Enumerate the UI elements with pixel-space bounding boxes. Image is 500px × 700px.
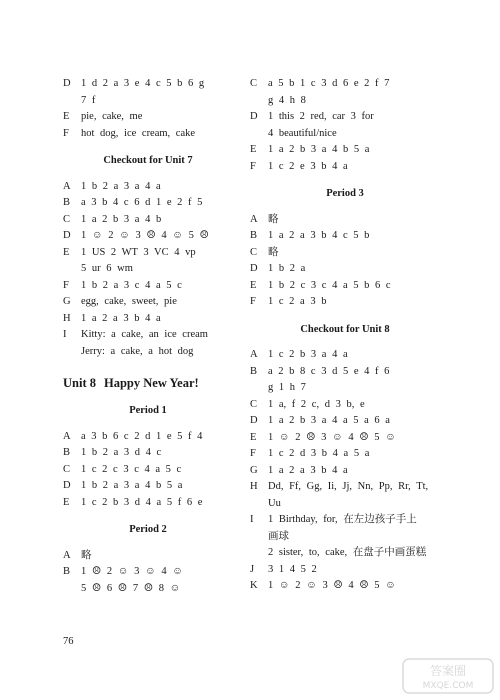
section-heading: Checkout for Unit 7 (103, 155, 193, 166)
answer-row (63, 212, 233, 229)
answer-text: 1 c 2 e 3 b 4 a (268, 160, 348, 172)
question-letter: E (250, 144, 257, 155)
answer-continuation (63, 344, 233, 361)
answer-text: pie, cake, me (81, 111, 143, 122)
question-letter: E (250, 431, 257, 443)
answer-row (63, 126, 233, 143)
question-letter: F (250, 448, 256, 459)
answer-text: 1 d 2 a 3 e 4 c 5 b 6 g (81, 78, 205, 89)
answer-row (63, 278, 233, 295)
answer-text: 1 this 2 red, car 3 for (268, 111, 374, 122)
answer-row (250, 261, 440, 278)
answer-continuation (250, 380, 440, 397)
answer-continuation (250, 93, 440, 110)
answer-row (250, 463, 440, 480)
answer-text: 1 ☹ 2 ☺ 3 ☺ 4 ☺ (81, 566, 183, 577)
answer-row (63, 429, 233, 446)
question-letter: F (63, 279, 69, 291)
answer-row (63, 327, 233, 344)
answer-continuation (250, 545, 440, 562)
answer-text: 1 b 2 a 3 c 4 a 5 c (81, 279, 182, 291)
answer-text: 4 beautiful/nice (268, 127, 337, 139)
question-letter: E (250, 279, 257, 291)
answer-text: 1 b 2 c 3 c 4 a 5 b 6 c (268, 279, 391, 291)
answer-row (63, 179, 233, 196)
question-letter: E (63, 246, 70, 258)
answer-row (250, 245, 440, 262)
answer-text: 5 ur 6 wm (81, 263, 133, 274)
answer-row (250, 446, 440, 463)
answer-text: 3 1 4 5 2 (268, 563, 317, 575)
answer-row (250, 562, 440, 579)
question-letter: H (63, 312, 71, 324)
question-letter: D (63, 480, 71, 491)
answer-continuation (250, 126, 440, 143)
answer-text: 2 sister, to, cake, 在盘子中画蛋糕 (268, 547, 427, 558)
answer-row (63, 495, 233, 512)
answer-text: a 2 b 8 c 3 d 5 e 4 f 6 (268, 365, 390, 377)
answer-text: 略 (81, 549, 92, 561)
question-letter: C (63, 463, 71, 475)
answer-row (250, 212, 440, 229)
question-letter: E (63, 111, 70, 122)
answer-text: egg, cake, sweet, pie (81, 296, 177, 307)
answer-text: 1 a 2 b 3 a 4 b 5 a (268, 144, 370, 155)
svg-text:答案圈: 答案圈 (429, 664, 467, 678)
question-letter: D (63, 78, 71, 89)
svg-text:MXQE.COM: MXQE.COM (422, 681, 474, 691)
question-letter: G (250, 464, 258, 476)
answer-row (250, 109, 440, 126)
answer-continuation (63, 93, 233, 110)
answer-text: 1 c 2 b 3 a 4 a (268, 349, 348, 360)
question-letter: C (250, 78, 258, 89)
answer-continuation (250, 529, 440, 546)
question-letter: J (250, 563, 255, 575)
answer-text: 1 c 2 c 3 c 4 a 5 c (81, 463, 182, 475)
answer-continuation (63, 261, 233, 278)
answer-text: a 5 b 1 c 3 d 6 e 2 f 7 (268, 78, 390, 89)
watermark-logo (402, 658, 494, 694)
question-letter: B (63, 566, 71, 577)
answer-row (63, 445, 233, 462)
answer-text: g 4 h 8 (268, 94, 306, 106)
answer-continuation (63, 581, 233, 598)
question-letter: H (250, 481, 258, 492)
answer-text: a 3 b 4 c 6 d 1 e 2 f 5 (81, 197, 203, 208)
question-letter: D (250, 263, 258, 274)
answer-text: Kitty: a cake, an ice cream (81, 329, 208, 340)
answer-text: 1 a 2 a 3 b 4 a (81, 312, 161, 324)
answer-row (250, 159, 440, 176)
answer-text: 1 ☺ 2 ☺ 3 ☹ 4 ☹ 5 ☺ (268, 580, 396, 591)
answer-row (250, 578, 440, 595)
answer-text: Jerry: a cake, a hot dog (81, 345, 194, 357)
answer-row (250, 347, 440, 364)
answer-row (250, 512, 440, 529)
answer-text: 画球 (268, 530, 289, 542)
question-letter: D (63, 230, 71, 241)
answer-row (63, 228, 233, 245)
question-letter: B (63, 197, 71, 208)
answer-row (63, 109, 233, 126)
unit-title (63, 374, 233, 392)
unit-label: Unit 8 (63, 376, 96, 390)
answer-row (250, 397, 440, 414)
question-letter: C (63, 213, 71, 225)
answer-row (63, 311, 233, 328)
answer-text: 1 b 2 a 3 a 4 a (81, 180, 161, 192)
answer-text: 1 a 2 a 3 b 4 a (268, 464, 348, 476)
section-heading: Period 2 (129, 524, 167, 535)
question-letter: A (250, 213, 258, 225)
question-letter: D (250, 111, 258, 122)
section-heading: Period 1 (129, 405, 167, 416)
question-letter: I (63, 329, 67, 340)
answer-row (63, 462, 233, 479)
page-number: 76 (63, 636, 74, 647)
answer-row (63, 245, 233, 262)
answer-row (63, 195, 233, 212)
answer-text: Dd, Ff, Gg, Ii, Jj, Nn, Pp, Rr, Tt, (268, 481, 429, 492)
question-letter: I (250, 514, 254, 525)
answer-row (250, 142, 440, 159)
question-letter: B (250, 365, 258, 377)
section-heading: Period 3 (326, 188, 364, 199)
answer-text: 1 a 2 a 3 b 4 c 5 b (268, 230, 370, 241)
answer-row (63, 548, 233, 565)
question-letter: F (250, 160, 256, 172)
question-letter: C (250, 398, 258, 410)
answer-row (250, 76, 440, 93)
answer-text: g 1 h 7 (268, 382, 306, 393)
answer-text: 1 a, f 2 c, d 3 b, e (268, 398, 365, 410)
question-letter: A (63, 430, 71, 442)
answer-text: 1 ☺ 2 ☹ 3 ☺ 4 ☹ 5 ☺ (268, 431, 396, 443)
answer-text: 1 a 2 b 3 a 4 a 5 a 6 a (268, 415, 390, 426)
unit-name: Happy New Year! (104, 376, 199, 390)
answer-text: 1 Birthday, for, 在左边孩子手上 (268, 514, 417, 525)
answer-text: hot dog, ice cream, cake (81, 127, 196, 139)
answer-text: 1 b 2 a (268, 263, 306, 274)
answer-text: 1 US 2 WT 3 VC 4 vp (81, 246, 196, 258)
question-letter: G (63, 296, 71, 307)
question-letter: A (63, 549, 71, 561)
answer-continuation (250, 496, 440, 513)
question-letter: E (63, 496, 70, 508)
answer-row (63, 76, 233, 93)
answer-text: 1 ☺ 2 ☺ 3 ☹ 4 ☺ 5 ☹ (81, 230, 209, 241)
answer-text: 1 b 2 a 3 d 4 c (81, 447, 162, 458)
answer-text: 略 (268, 213, 279, 225)
answer-text: 1 c 2 a 3 b (268, 296, 327, 307)
answer-text: 5 ☹ 6 ☹ 7 ☹ 8 ☺ (81, 582, 181, 594)
answer-row (250, 228, 440, 245)
answer-row (250, 413, 440, 430)
question-letter: B (250, 230, 258, 241)
answer-text: a 3 b 6 c 2 d 1 e 5 f 4 (81, 430, 203, 442)
answer-text: 1 c 2 b 3 d 4 a 5 f 6 e (81, 496, 203, 508)
left-answer-column (63, 76, 233, 597)
answer-text: 略 (268, 246, 279, 258)
question-letter: A (250, 349, 258, 360)
answer-text: 7 f (81, 94, 96, 106)
answer-row (250, 364, 440, 381)
answer-text: 1 a 2 b 3 a 4 b (81, 213, 162, 225)
right-answer-column (250, 76, 440, 595)
section-heading: Checkout for Unit 8 (300, 323, 390, 335)
answer-row (63, 478, 233, 495)
answer-row (250, 430, 440, 447)
answer-text: Uu (268, 497, 281, 509)
answer-row (250, 294, 440, 311)
question-letter: F (250, 296, 256, 307)
question-letter: F (63, 127, 69, 139)
answer-row (250, 278, 440, 295)
question-letter: K (250, 580, 258, 591)
question-letter: A (63, 180, 71, 192)
question-letter: B (63, 447, 71, 458)
answer-row (63, 564, 233, 581)
answer-text: 1 c 2 d 3 b 4 a 5 a (268, 448, 370, 459)
question-letter: C (250, 246, 258, 258)
question-letter: D (250, 415, 258, 426)
answer-text: 1 b 2 a 3 a 4 b 5 a (81, 480, 183, 491)
answer-row (250, 479, 440, 496)
answer-row (63, 294, 233, 311)
